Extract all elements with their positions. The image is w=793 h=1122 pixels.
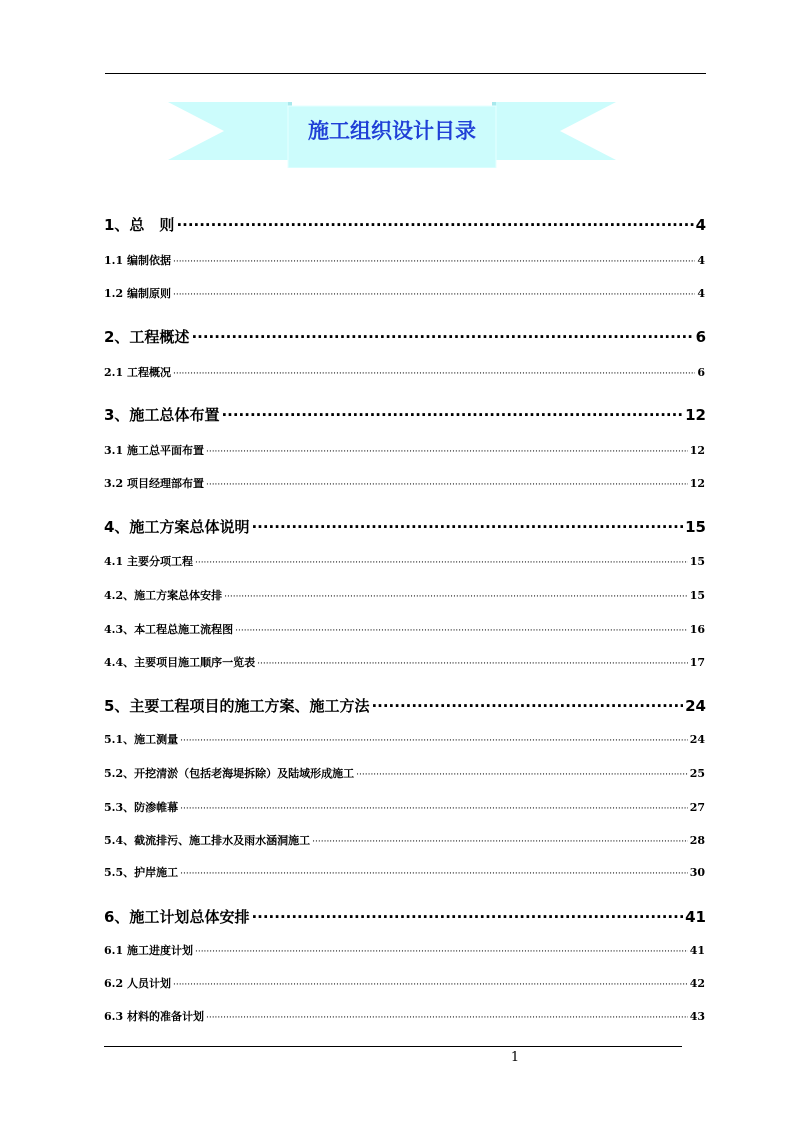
- toc-dot-leader: [251, 908, 683, 926]
- toc-dot-leader: [224, 592, 688, 602]
- toc-entry-page: 15: [689, 555, 705, 568]
- toc-entry-label: 3、施工总体布置: [104, 406, 220, 424]
- toc-entry-label: 2.1 工程概况: [104, 366, 171, 379]
- toc-dot-leader: [180, 869, 688, 879]
- toc-dot-leader: [221, 406, 683, 424]
- toc-section-entry[interactable]: [104, 475, 705, 491]
- toc-chapter-entry[interactable]: [104, 695, 706, 716]
- toc-dot-leader: [206, 1013, 688, 1023]
- toc-dot-leader: [176, 216, 693, 234]
- toc-entry-page: 12: [685, 406, 706, 424]
- toc-section-entry[interactable]: [104, 621, 705, 637]
- toc-section-entry[interactable]: [104, 442, 705, 458]
- toc-entry-page: 27: [689, 801, 705, 814]
- toc-entry-page: 12: [689, 444, 705, 457]
- footer-rule: [104, 1046, 682, 1047]
- toc-entry-label: 6.1 施工进度计划: [104, 944, 193, 957]
- toc-chapter-entry[interactable]: [104, 214, 706, 235]
- toc-dot-leader: [173, 257, 695, 267]
- toc-section-entry[interactable]: [104, 252, 705, 268]
- page-title: 施工组织设计目录: [308, 119, 476, 143]
- toc-entry-page: 17: [689, 656, 705, 669]
- toc-dot-leader: [371, 697, 683, 715]
- toc-section-entry[interactable]: [104, 553, 705, 569]
- toc-dot-leader: [173, 980, 688, 990]
- toc-chapter-entry[interactable]: [104, 906, 706, 927]
- toc-entry-label: 1.2 编制原则: [104, 287, 171, 300]
- toc-dot-leader: [251, 518, 683, 536]
- toc-dot-leader: [195, 947, 688, 957]
- toc-entry-page: 15: [685, 518, 706, 536]
- toc-entry-page: 41: [689, 944, 705, 957]
- toc-entry-page: 12: [689, 477, 705, 490]
- toc-section-entry[interactable]: [104, 654, 705, 670]
- toc-chapter-entry[interactable]: [104, 326, 706, 347]
- toc-chapter-entry[interactable]: [104, 404, 706, 425]
- toc-entry-label: 5.2、开挖清淤（包括老海堤拆除）及陆域形成施工: [104, 767, 355, 780]
- toc-entry-label: 4.4、主要项目施工顺序一览表: [104, 656, 256, 669]
- toc-section-entry[interactable]: [104, 587, 705, 603]
- toc-entry-label: 6、施工计划总体安排: [104, 908, 250, 926]
- toc-entry-label: 5、主要工程项目的施工方案、施工方法: [104, 697, 370, 715]
- toc-entry-label: 5.4、截流排污、施工排水及雨水涵洞施工: [104, 834, 311, 847]
- toc-section-entry[interactable]: [104, 731, 705, 747]
- toc-entry-page: 4: [697, 287, 705, 300]
- toc-section-entry[interactable]: [104, 1008, 705, 1024]
- toc-entry-label: 6.2 人员计划: [104, 977, 171, 990]
- toc-dot-leader: [191, 328, 693, 346]
- toc-dot-leader: [173, 290, 695, 300]
- toc-entry-label: 3.1 施工总平面布置: [104, 444, 204, 457]
- toc-dot-leader: [206, 480, 688, 490]
- toc-section-entry[interactable]: [104, 975, 705, 991]
- toc-entry-page: 24: [689, 733, 705, 746]
- toc-section-entry[interactable]: [104, 832, 705, 848]
- toc-entry-label: 1.1 编制依据: [104, 254, 171, 267]
- toc-entry-page: 30: [689, 866, 705, 879]
- toc-entry-label: 4.1 主要分项工程: [104, 555, 193, 568]
- toc-dot-leader: [180, 736, 688, 746]
- toc-entry-label: 4.2、施工方案总体安排: [104, 589, 223, 602]
- toc-dot-leader: [173, 369, 695, 379]
- toc-entry-page: 6: [697, 366, 705, 379]
- toc-dot-leader: [206, 447, 688, 457]
- toc-entry-label: 2、工程概述: [104, 328, 190, 346]
- toc-entry-label: 3.2 项目经理部布置: [104, 477, 204, 490]
- toc-entry-page: 28: [689, 834, 705, 847]
- toc-dot-leader: [312, 837, 688, 847]
- toc-dot-leader: [180, 804, 688, 814]
- toc-section-entry[interactable]: [104, 364, 705, 380]
- toc-entry-page: 4: [697, 254, 705, 267]
- toc-entry-label: 1、总 则: [104, 216, 175, 234]
- toc-dot-leader: [195, 558, 688, 568]
- toc-entry-page: 24: [685, 697, 706, 715]
- toc-entry-label: 5.5、护岸施工: [104, 866, 179, 879]
- toc-section-entry[interactable]: [104, 765, 705, 781]
- toc-entry-page: 6: [695, 328, 706, 346]
- page-number: 1: [510, 1050, 520, 1065]
- toc-entry-label: 5.3、防渗帷幕: [104, 801, 179, 814]
- toc-entry-page: 15: [689, 589, 705, 602]
- toc-dot-leader: [235, 626, 688, 636]
- toc-entry-page: 25: [689, 767, 705, 780]
- toc-section-entry[interactable]: [104, 285, 705, 301]
- toc-entry-label: 6.3 材料的准备计划: [104, 1010, 204, 1023]
- toc-entry-page: 42: [689, 977, 705, 990]
- toc-dot-leader: [356, 770, 688, 780]
- toc-entry-label: 4.3、本工程总施工流程图: [104, 623, 234, 636]
- toc-section-entry[interactable]: [104, 942, 705, 958]
- toc-entry-page: 43: [689, 1010, 705, 1023]
- toc-entry-page: 16: [689, 623, 705, 636]
- toc-entry-label: 4、施工方案总体说明: [104, 518, 250, 536]
- toc-entry-page: 4: [695, 216, 706, 234]
- toc-dot-leader: [257, 659, 688, 669]
- toc-section-entry[interactable]: [104, 799, 705, 815]
- toc-entry-label: 5.1、施工测量: [104, 733, 179, 746]
- toc-entry-page: 41: [685, 908, 706, 926]
- toc-chapter-entry[interactable]: [104, 516, 706, 537]
- toc-section-entry[interactable]: [104, 864, 705, 880]
